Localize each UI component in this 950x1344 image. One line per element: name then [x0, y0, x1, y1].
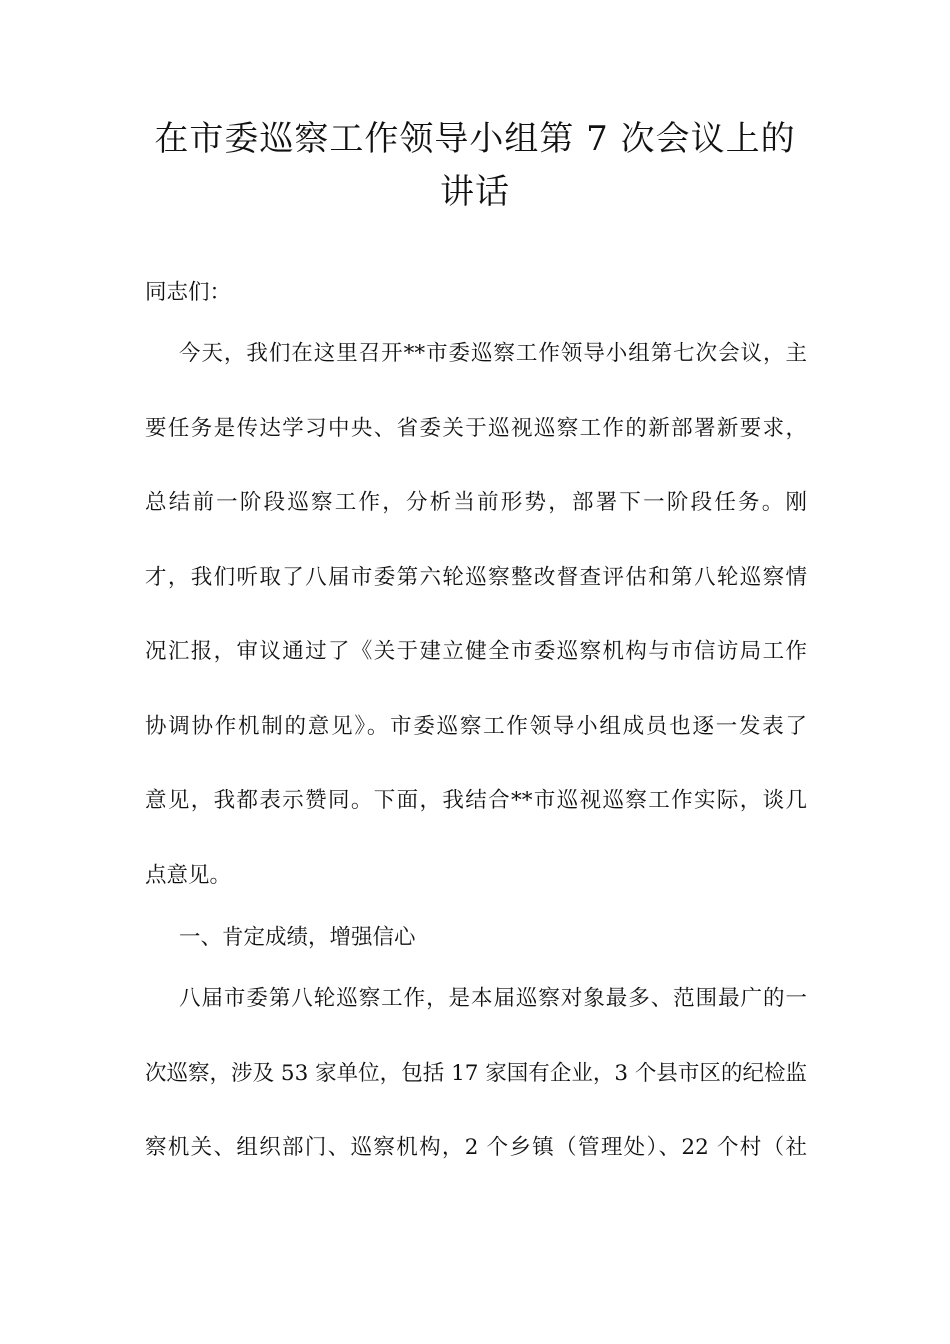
salutation: 同志们：: [145, 280, 232, 305]
section-heading: 一、肯定成绩，增强信心: [179, 925, 416, 950]
section-paragraph-line-2: 次巡察，涉及 53 家单位，包括 17 家国有企业，3 个县市区的纪检监: [145, 1061, 807, 1086]
document-title-line-2: 讲话: [440, 172, 510, 212]
paragraph-1-line-3: 总结前一阶段巡察工作，分析当前形势，部署下一阶段任务。刚: [145, 490, 807, 515]
paragraph-1-line-7: 意见，我都表示赞同。下面，我结合**市巡视巡察工作实际，谈几: [145, 788, 807, 813]
paragraph-1-line-2: 要任务是传达学习中央、省委关于巡视巡察工作的新部署新要求，: [145, 416, 807, 441]
paragraph-1-line-4: 才，我们听取了八届市委第六轮巡察整改督查评估和第八轮巡察情: [145, 565, 807, 590]
paragraph-1-line-6: 协调协作机制的意见》。市委巡察工作领导小组成员也逐一发表了: [145, 714, 807, 739]
paragraph-1-line-8: 点意见。: [145, 863, 232, 888]
paragraph-1-line-5: 况汇报，审议通过了《关于建立健全市委巡察机构与市信访局工作: [145, 639, 807, 664]
section-paragraph-line-3: 察机关、组织部门、巡察机构，2 个乡镇（管理处）、22 个村（社: [145, 1135, 807, 1160]
section-paragraph-line-1: 八届市委第八轮巡察工作，是本届巡察对象最多、范围最广的一: [179, 986, 807, 1011]
paragraph-1-line-1: 今天，我们在这里召开**市委巡察工作领导小组第七次会议，主: [179, 341, 807, 366]
document-title-line-1: 在市委巡察工作领导小组第 7 次会议上的: [154, 119, 796, 159]
